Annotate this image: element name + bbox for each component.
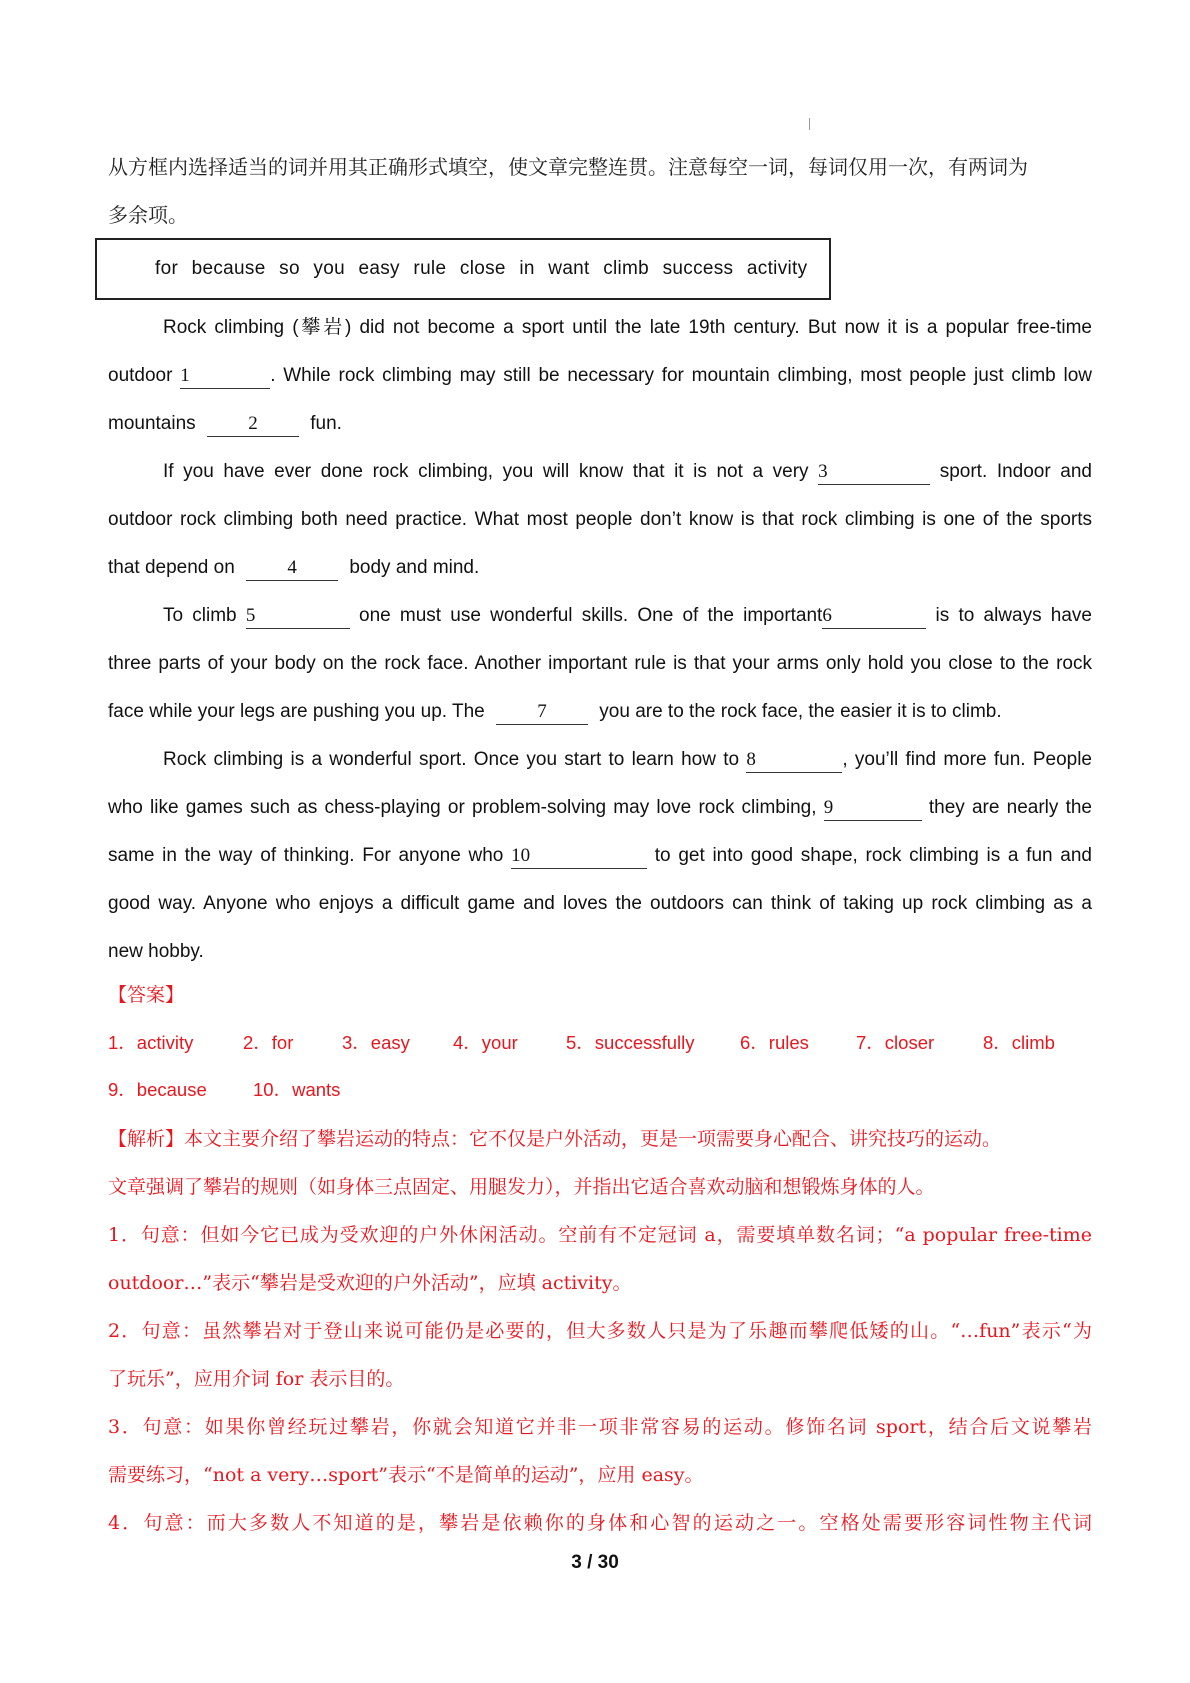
text-span: they are nearly the <box>921 797 1092 818</box>
blank-3[interactable]: 3 <box>818 460 930 485</box>
text-span: To climb <box>163 605 246 626</box>
text-span: outdoor <box>108 365 181 386</box>
blank-9[interactable]: 9 <box>824 796 922 821</box>
word-bank-box <box>95 238 831 300</box>
passage-p3-line-2: three parts of your body on the rock face. Another important rule is that your arms only hold you close to the rock <box>108 653 1092 674</box>
answer-item-10: 10．wants <box>253 1079 341 1100</box>
text-span: that depend on <box>108 557 241 578</box>
blank-4[interactable]: 4 <box>246 556 338 581</box>
blank-10[interactable]: 10 <box>511 844 647 869</box>
answer-row-1 <box>108 1028 1092 1058</box>
answer-heading: 【答案】 <box>108 984 185 1006</box>
word-bank-words: for because so you easy rule close in want climb success activity <box>155 258 808 279</box>
analysis-item-2-line-1: 2．句意：虽然攀岩对于登山来说可能仍是必要的，但大多数人只是为了乐趣而攀爬低矮的山。“…fun”表示“为 <box>108 1320 1092 1342</box>
text-span: If you have ever done rock climbing, you will know that it is not a very <box>163 461 819 482</box>
text-span: same in the way of thinking. For anyone who <box>108 845 512 866</box>
passage-p4-line-5: new hobby. <box>108 941 204 962</box>
analysis-item-4-line-1: 4．句意：而大多数人不知道的是，攀岩是依赖你的身体和心智的运动之一。空格处需要形容词性物主代词 <box>108 1512 1092 1534</box>
text-span: you are to the rock face, the easier it is to climb. <box>594 701 1002 722</box>
blank-5[interactable]: 5 <box>246 604 350 629</box>
passage-p2-line-2: outdoor rock climbing both need practice. What most people don’t know is that rock climbing is one of the sports <box>108 509 1092 530</box>
passage-p2-line-3 <box>108 553 1092 583</box>
text-span: is to always have <box>926 605 1092 626</box>
analysis-item-1-line-2: outdoor…”表示“攀岩是受欢迎的户外活动”，应填 activity。 <box>108 1272 632 1294</box>
analysis-item-2-line-2: 了玩乐”，应用介词 for 表示目的。 <box>108 1368 405 1390</box>
text-span: , you’ll find more fun. People <box>842 749 1092 770</box>
answer-item-5: 5．successfully <box>566 1032 695 1053</box>
answer-item-7: 7．closer <box>856 1032 935 1053</box>
passage-p1-line-2 <box>108 361 1092 391</box>
answer-item-8: 8．climb <box>983 1032 1055 1053</box>
analysis-item-3-line-2: 需要练习，“not a very…sport”表示“不是简单的运动”，应用 easy。 <box>108 1464 704 1486</box>
text-span: fun. <box>304 413 342 434</box>
blank-8[interactable]: 8 <box>746 748 842 773</box>
blank-1[interactable]: 1 <box>180 364 270 389</box>
analysis-heading: 【解析】 <box>108 1128 185 1150</box>
passage-p3-line-3 <box>108 697 1092 727</box>
answer-item-9: 9．because <box>108 1079 207 1100</box>
text-span: to get into good shape, rock climbing is a fun and <box>647 845 1092 866</box>
answer-item-2: 2．for <box>243 1032 294 1053</box>
analysis-item-3-line-1: 3．句意：如果你曾经玩过攀岩，你就会知道它并非一项非常容易的运动。修饰名词 sport，结合后文说攀岩 <box>108 1416 1092 1438</box>
text-span: 本文主要介绍了攀岩运动的特点：它不仅是户外活动，更是一项需要身心配合、讲究技巧的运动。 <box>184 1128 1002 1150</box>
text-span: body and mind. <box>344 557 480 578</box>
passage-p2-line-1 <box>163 457 1092 487</box>
passage-p4-line-4: good way. Anyone who enjoys a difficult game and loves the outdoors can think of taking up rock climbing as a <box>108 893 1092 914</box>
analysis-summary-line-2: 文章强调了攀岩的规则（如身体三点固定、用腿发力），并指出它适合喜欢动脑和想锻炼身体的人。 <box>108 1176 935 1198</box>
passage-p4-line-3 <box>108 841 1092 871</box>
passage-p1-line-1: Rock climbing (攀岩) did not become a sport until the late 19th century. But now it is a popular free-time <box>163 317 1092 338</box>
answer-item-4: 4．your <box>453 1032 518 1053</box>
text-span: who like games such as chess-playing or problem-solving may love rock climbing, <box>108 797 824 818</box>
text-span: . While rock climbing may still be necessary for mountain climbing, most people just climb low <box>270 365 1092 386</box>
text-span: mountains <box>108 413 201 434</box>
answer-item-6: 6．rules <box>740 1032 809 1053</box>
blank-6[interactable]: 6 <box>822 604 926 629</box>
blank-2[interactable]: 2 <box>207 412 299 437</box>
answer-item-1: 1．activity <box>108 1032 194 1053</box>
analysis-summary-line-1 <box>108 1124 1092 1154</box>
instruction-line-1: 从方框内选择适当的词并用其正确形式填空，使文章完整连贯。注意每空一词，每词仅用一次，有两词为 <box>108 155 1028 179</box>
blank-7[interactable]: 7 <box>496 700 588 725</box>
passage-p4-line-1 <box>163 745 1092 775</box>
passage-p4-line-2 <box>108 793 1092 823</box>
text-span: Rock climbing is a wonderful sport. Once you start to learn how to <box>163 749 747 770</box>
page-indicator: 3 / 30 <box>571 1552 619 1573</box>
header-mark <box>809 118 810 130</box>
instruction-line-2: 多余项。 <box>108 203 188 227</box>
text-span: one must use wonderful skills. One of the important <box>349 605 823 626</box>
analysis-item-1-line-1: 1．句意：但如今它已成为受欢迎的户外休闲活动。空前有不定冠词 a，需要填单数名词；“a popular free-time <box>108 1224 1092 1246</box>
passage-p3-line-1 <box>163 601 1092 631</box>
text-span: sport. Indoor and <box>930 461 1092 482</box>
answer-item-3: 3．easy <box>342 1032 410 1053</box>
answer-row-2 <box>108 1075 1092 1105</box>
passage-p1-line-3 <box>108 409 1092 439</box>
text-span: face while your legs are pushing you up. The <box>108 701 490 722</box>
